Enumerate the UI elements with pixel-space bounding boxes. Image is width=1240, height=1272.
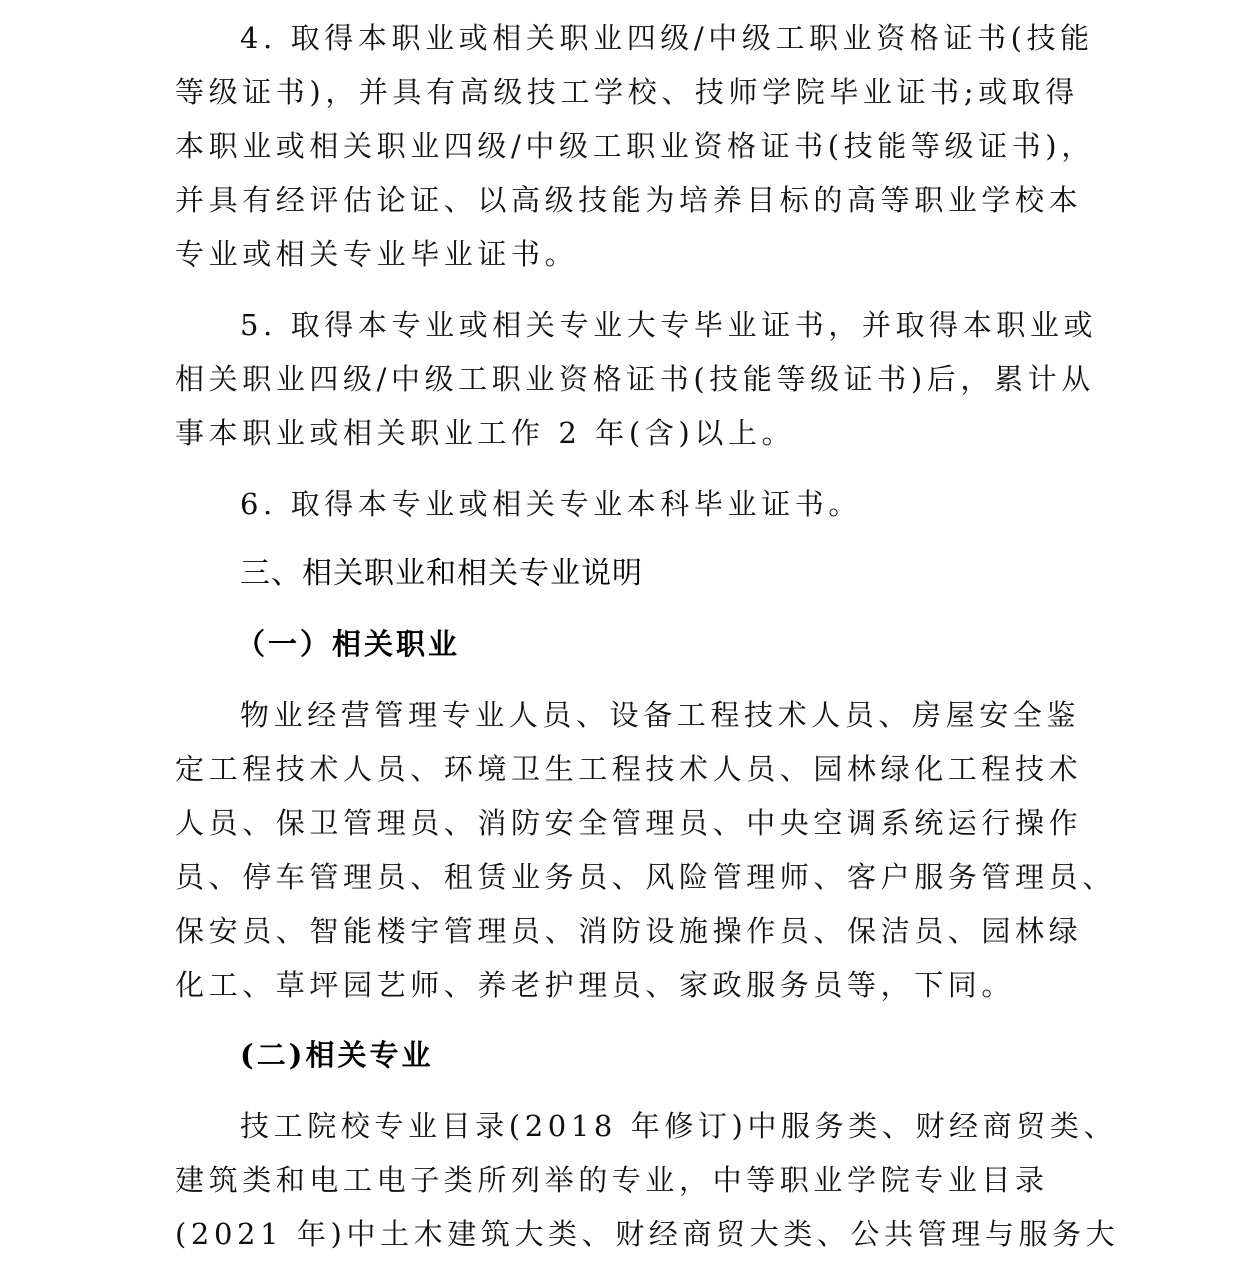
subsection-2-line-2: 建筑类和电工电子类所列举的专业，中等职业学院专业目录: [175, 1163, 1049, 1197]
item-4-line-3: 本职业或相关职业四级/中级工职业资格证书(技能等级证书)，: [175, 129, 1095, 163]
subsection-1-line-3: 人员、保卫管理员、消防安全管理员、中央空调系统运行操作: [175, 806, 1083, 840]
item-5-line-3: 事本职业或相关职业工作 2 年(含)以上。: [175, 416, 796, 450]
subsection-1-line-6: 化工、草坪园艺师、养老护理员、家政服务员等，下同。: [175, 968, 1016, 1002]
section-heading: 三、相关职业和相关专业说明: [240, 556, 643, 591]
item-4-line-4: 并具有经评估论证、以高级技能为培养目标的高等职业学校本: [175, 183, 1083, 217]
subsection-1-line-5: 保安员、智能楼宇管理员、消防设施操作员、保洁员、园林绿: [175, 914, 1083, 948]
item-5-line-1: 5. 取得本专业或相关专业大专毕业证书，并取得本职业或: [240, 308, 1098, 342]
item-5-line-2: 相关职业四级/中级工职业资格证书(技能等级证书)后，累计从: [175, 362, 1095, 396]
item-6-line-1: 6. 取得本专业或相关专业本科毕业证书。: [240, 487, 862, 521]
subsection-1-line-4: 员、停车管理员、租赁业务员、风险管理师、客户服务管理员、: [175, 860, 1116, 894]
subsection-2-line-3: (2021 年)中土木建筑大类、财经商贸大类、公共管理与服务大: [175, 1217, 1120, 1251]
item-4-line-5: 专业或相关专业毕业证书。: [175, 237, 579, 271]
subsection-2-heading: (二)相关专业: [240, 1038, 434, 1072]
subsection-2-line-1: 技工院校专业目录(2018 年修订)中服务类、财经商贸类、: [240, 1109, 1118, 1143]
item-4-line-2: 等级证书)，并具有高级技工学校、技师学院毕业证书;或取得: [175, 75, 1079, 109]
subsection-1-line-2: 定工程技术人员、环境卫生工程技术人员、园林绿化工程技术: [175, 752, 1083, 786]
subsection-1-heading: （一）相关职业: [236, 627, 461, 661]
item-4-line-1: 4. 取得本职业或相关职业四级/中级工职业资格证书(技能: [240, 21, 1094, 55]
subsection-1-line-1: 物业经营管理专业人员、设备工程技术人员、房屋安全鉴: [240, 698, 1081, 732]
